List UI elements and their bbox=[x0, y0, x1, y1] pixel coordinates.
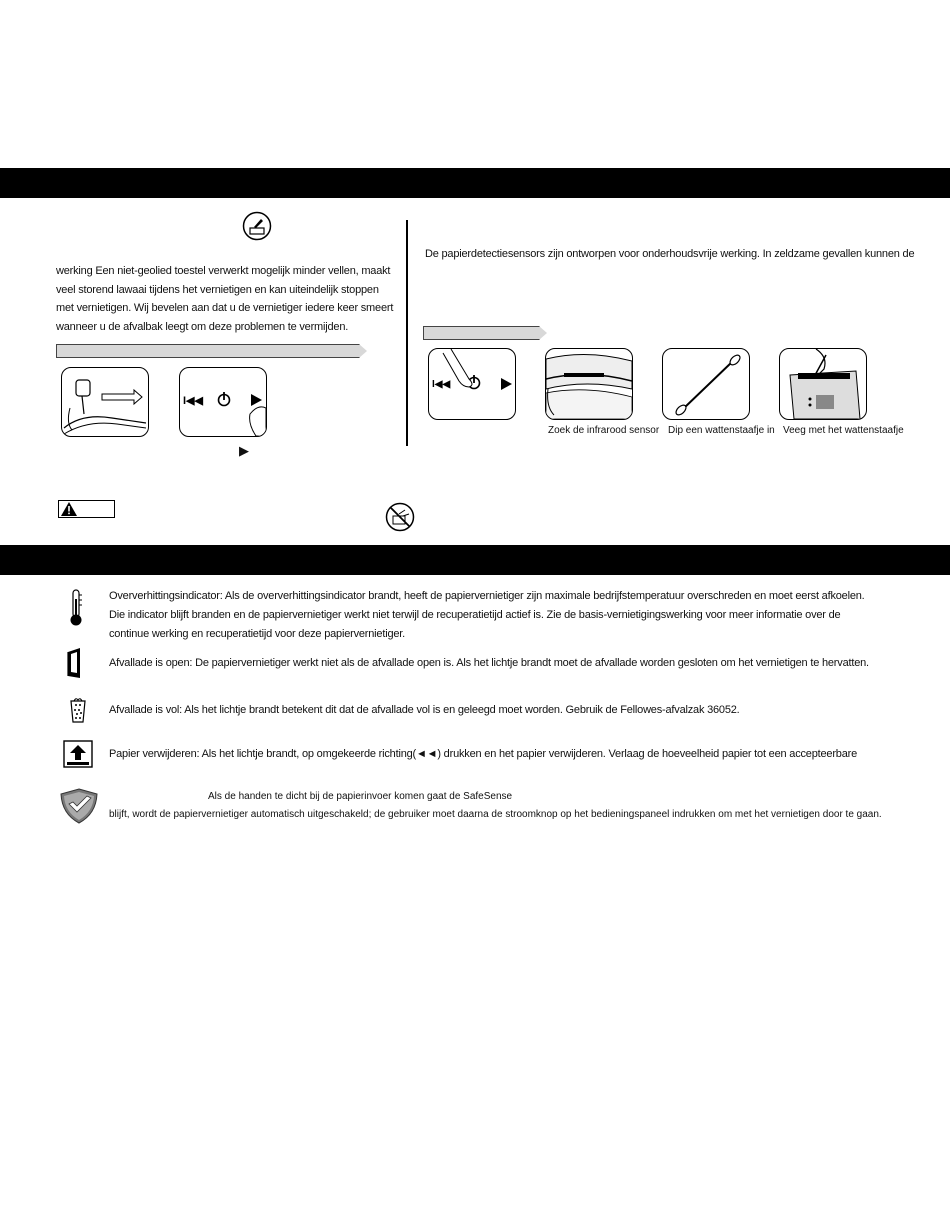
column-divider bbox=[406, 220, 408, 446]
bin-open-text: Afvallade is open: De papiervernietiger werkt niet als de afvallade open is. Als het lichtje brandt moet de afvallade worden gesloten om het vernietigen te hervatten. bbox=[109, 657, 869, 669]
svg-text:I◀◀: I◀◀ bbox=[432, 379, 451, 390]
oil-lubricate-icon bbox=[242, 211, 272, 241]
text-line: continue werking en recuperatietijd voor deze papiervernietiger. bbox=[109, 628, 405, 640]
lubrication-paragraph bbox=[56, 262, 396, 336]
warning-icon bbox=[61, 502, 77, 516]
bin-full-text: Afvallade is vol: Als het lichtje brandt betekent dit dat de afvallade vol is en geleegd moet worden. Gebruik de Fellowes-afvalzak 36052. bbox=[109, 704, 740, 716]
step-arrow-bar-right bbox=[423, 326, 540, 340]
sensor-paragraph: De papierdetectiesensors zijn ontworpen voor onderhoudsvrije werking. In zeldzame gevallen kunnen de bbox=[425, 248, 915, 260]
section-header-bar-1 bbox=[0, 168, 950, 198]
paragraph-line: met vernietigen. Wij bevelen aan dat u de vernietiger iedere keer smeert bbox=[56, 302, 394, 314]
caption-dip-swab: Dip een wattenstaafje in bbox=[668, 425, 775, 436]
wipe-sensor-illustration bbox=[779, 348, 867, 420]
bin-full-icon bbox=[68, 697, 88, 723]
text-line: Oververhittingsindicator: Als de oververhittingsindicator brandt, heeft de papiervernietiger zijn maximale bedrijfstemperatuur overschreden en moet eerst afkoelen. bbox=[109, 590, 865, 602]
overheat-indicator-text bbox=[109, 587, 939, 644]
infrared-sensor-illustration bbox=[545, 348, 633, 420]
caption-locate-sensor: Zoek de infrarood sensor bbox=[548, 425, 660, 436]
paper-remove-icon bbox=[63, 740, 93, 768]
svg-text:I◀◀: I◀◀ bbox=[183, 395, 203, 407]
cotton-swab-illustration bbox=[662, 348, 750, 420]
sensor-button-illustration bbox=[428, 348, 516, 420]
step-arrow-bar-left bbox=[56, 344, 360, 358]
no-aerosol-icon bbox=[385, 502, 415, 532]
safesense-text-line-2: blijft, wordt de papiervernietiger automatisch uitgeschakeld; de gebruiker moet daarna de stroomknop op het bedieningspaneel indrukken om met het vernietigen door te gaan. bbox=[109, 809, 882, 820]
forward-symbol: ▶ bbox=[239, 443, 249, 458]
safesense-shield-icon bbox=[60, 788, 98, 824]
control-panel-illustration bbox=[179, 367, 267, 437]
text-line: Die indicator blijft branden en de papiervernietiger werkt niet terwijl de recuperatietijd actief is. Zie de basis-vernietigingswerking voor meer informatie over de bbox=[109, 609, 841, 621]
warning-label-box bbox=[58, 500, 115, 518]
thermometer-icon bbox=[69, 589, 83, 627]
safesense-text-line-1: Als de handen te dicht bij de papierinvoer komen gaat de SafeSense bbox=[208, 791, 513, 802]
paragraph-line: werking Een niet-geolied toestel verwerkt mogelijk minder vellen, maakt bbox=[56, 265, 391, 277]
paper-remove-text: Papier verwijderen: Als het lichtje brandt, op omgekeerde richting(◄◄) drukken en het papier verwijderen. Verlaag de hoeveelheid papier tot een accepteerbare bbox=[109, 748, 857, 760]
oil-application-illustration bbox=[61, 367, 149, 437]
caption-wipe-swab: Veeg met het wattenstaafje bbox=[783, 425, 904, 436]
paragraph-line: wanneer u de afvalbak leegt om deze problemen te vermijden. bbox=[56, 320, 349, 333]
paragraph-line: veel storend lawaai tijdens het vernietigen en kan uiteindelijk stoppen bbox=[56, 283, 379, 296]
section-header-bar-2 bbox=[0, 545, 950, 575]
bin-door-open-icon bbox=[66, 646, 82, 680]
